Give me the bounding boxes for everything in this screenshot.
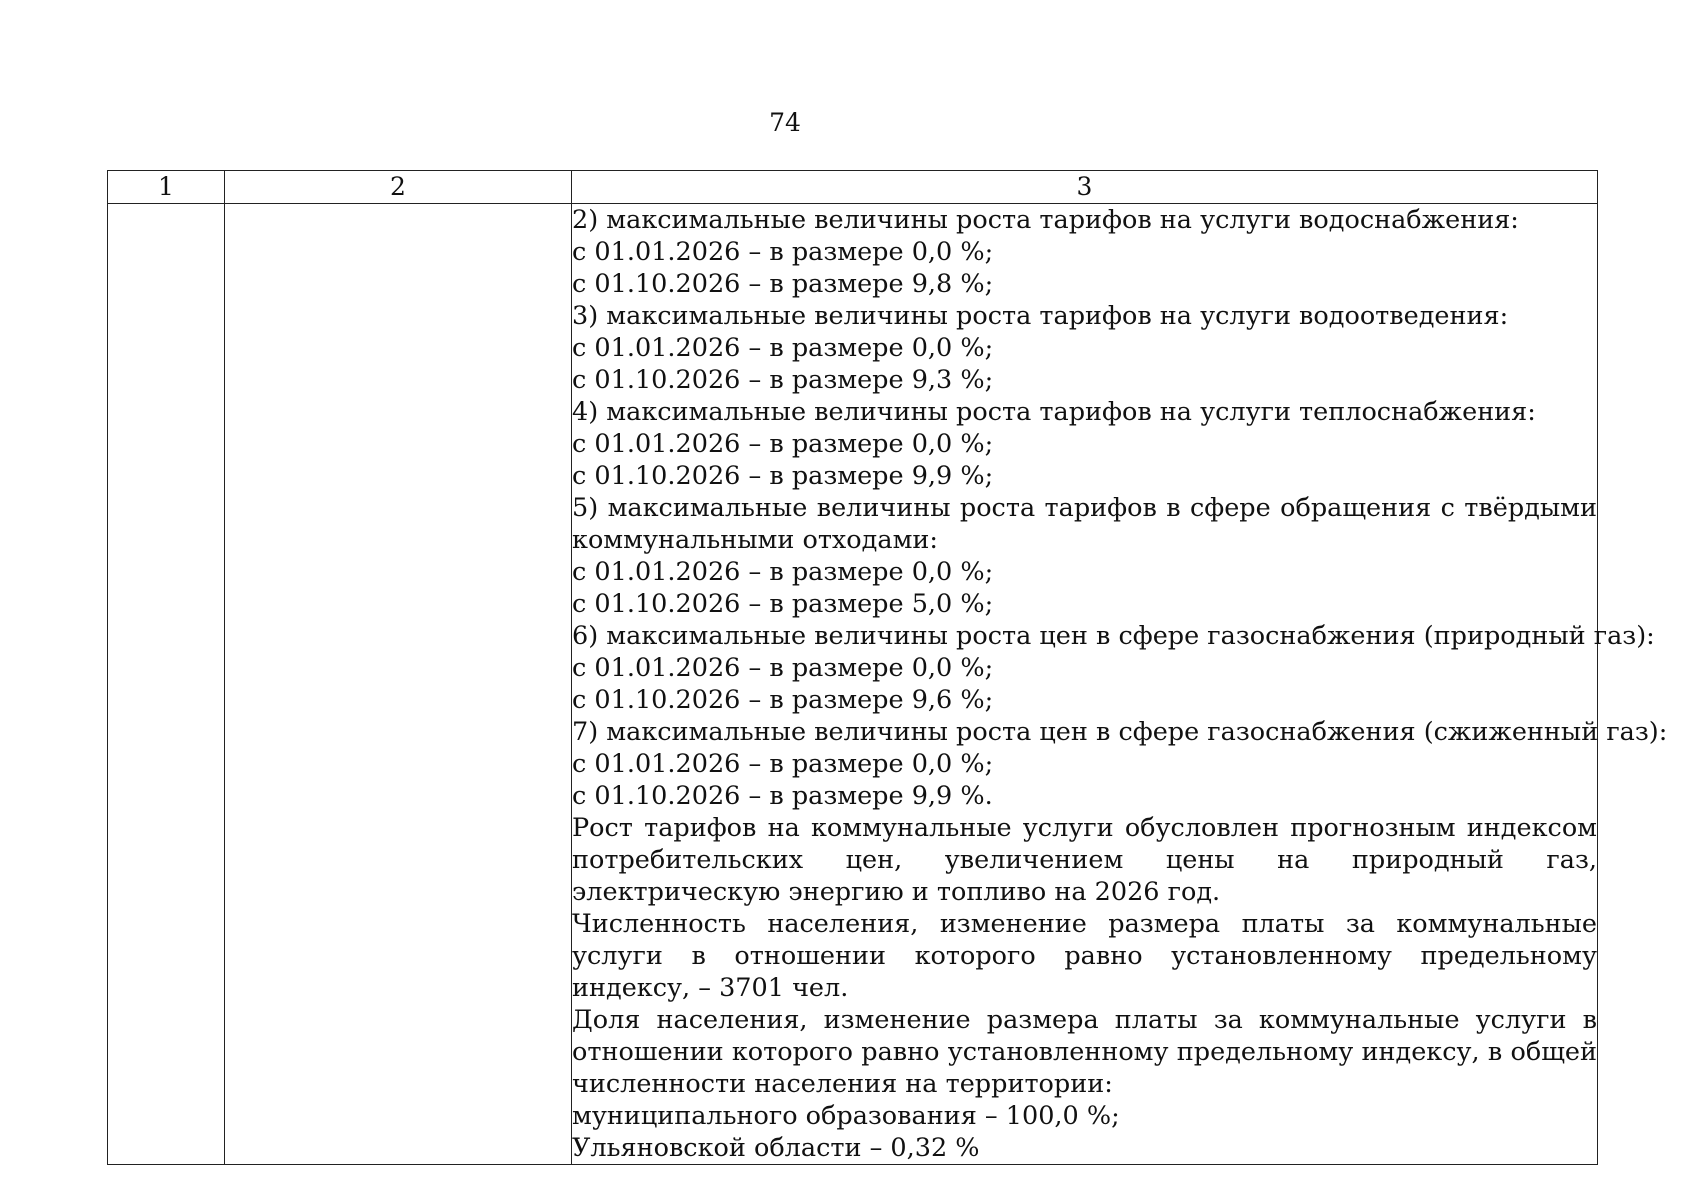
text-line: с 01.01.2026 – в размере 0,0 %;: [572, 333, 994, 363]
cell-column-3: [572, 204, 1668, 1165]
text-paragraph: Доля населения, изменение размера платы за коммунальные услуги в отношении которого равно установленному предельному индексу, в общей численности населения на территории:: [572, 1005, 1597, 1099]
text-line: с 01.01.2026 – в размере 0,0 %;: [572, 237, 994, 267]
cell-column-2: [225, 204, 572, 1165]
text-paragraph: 5) максимальные величины роста тарифов в сфере обращения с твёрдыми коммунальными отходами:: [572, 493, 1597, 555]
content-text-block: [572, 204, 1668, 1164]
page-number: 74: [769, 108, 801, 137]
text-paragraph: Рост тарифов на коммунальные услуги обусловлен прогнозным индексом потребительских цен, увеличением цены на природный газ, электрическую энергию и топливо на 2026 год.: [572, 813, 1597, 907]
column-header-2: 2: [225, 171, 572, 204]
text-line: 2) максимальные величины роста тарифов на услуги водоснабжения:: [572, 205, 1519, 235]
text-line: с 01.10.2026 – в размере 9,9 %.: [572, 781, 993, 811]
text-line: с 01.10.2026 – в размере 5,0 %;: [572, 589, 994, 619]
text-line: с 01.01.2026 – в размере 0,0 %;: [572, 557, 994, 587]
text-line: 3) максимальные величины роста тарифов на услуги водоотведения:: [572, 301, 1509, 331]
text-line: 6) максимальные величины роста цен в сфере газоснабжения (природный газ):: [572, 621, 1655, 651]
text-line: Ульяновской области – 0,32 %: [572, 1133, 980, 1163]
text-line: с 01.10.2026 – в размере 9,8 %;: [572, 269, 994, 299]
table-header-row: [108, 171, 1598, 204]
document-table: [107, 170, 1668, 1165]
text-line: 4) максимальные величины роста тарифов на услуги теплоснабжения:: [572, 397, 1536, 427]
cell-column-1: [108, 204, 225, 1165]
text-line: с 01.01.2026 – в размере 0,0 %;: [572, 653, 994, 683]
text-line: муниципального образования – 100,0 %;: [572, 1101, 1120, 1131]
column-header-3: 3: [572, 171, 1598, 204]
text-paragraph: Численность населения, изменение размера платы за коммунальные услуги в отношении которого равно установленному предельному индексу, – 3701 чел.: [572, 909, 1597, 1003]
table-row: [108, 204, 1598, 1165]
text-line: с 01.10.2026 – в размере 9,3 %;: [572, 365, 994, 395]
text-line: с 01.01.2026 – в размере 0,0 %;: [572, 429, 994, 459]
column-header-1: 1: [108, 171, 225, 204]
text-line: с 01.01.2026 – в размере 0,0 %;: [572, 749, 994, 779]
text-line: с 01.10.2026 – в размере 9,6 %;: [572, 685, 994, 715]
text-line: с 01.10.2026 – в размере 9,9 %;: [572, 461, 994, 491]
text-line: 7) максимальные величины роста цен в сфере газоснабжения (сжиженный газ):: [572, 717, 1668, 747]
